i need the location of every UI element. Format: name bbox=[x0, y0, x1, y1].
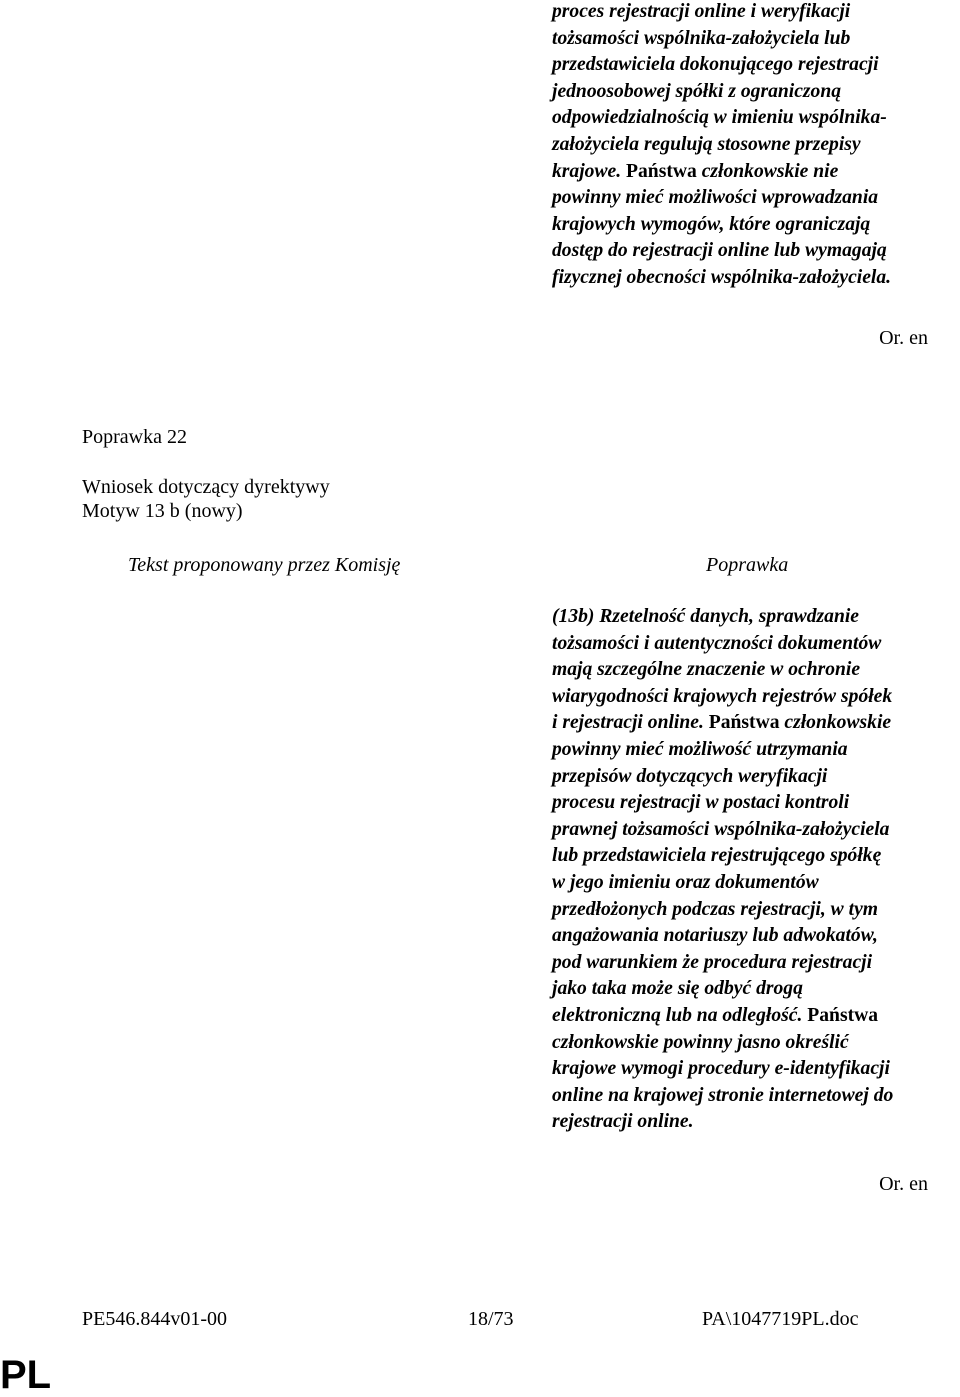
text-line: przedłożonych podczas rejestracji, w tym bbox=[552, 898, 879, 920]
text-line: jako taka może się odbyć drogą bbox=[552, 978, 803, 1000]
text-line: powinny mieć możliwości wprowadzania bbox=[552, 187, 879, 209]
text-line: w jego imieniu oraz dokumentów bbox=[552, 871, 819, 893]
text-line: krajowe. Państwa członkowskie nie bbox=[552, 160, 839, 182]
text-line: lub przedstawiciela rejestrującego spółkę bbox=[552, 845, 882, 867]
text-line: założyciela regulują stosowne przepisy bbox=[552, 133, 861, 155]
original-language-label: Or. en bbox=[879, 1173, 928, 1195]
text-line: elektroniczną lub na odległość. Państwa bbox=[552, 1004, 879, 1026]
text-line: wiarygodności krajowych rejestrów spółek bbox=[552, 685, 893, 707]
commission-text-header: Tekst proponowany przez Komisję bbox=[128, 554, 401, 576]
text-line: przepisów dotyczących weryfikacji bbox=[552, 765, 828, 787]
text-line: odpowiedzialnością w imieniu wspólnika- bbox=[552, 107, 887, 129]
text-line: mają szczególne znaczenie w ochronie bbox=[552, 659, 861, 681]
text-line: jednoosobowej spółki z ograniczoną bbox=[552, 80, 842, 102]
text-line: i rejestracji online. Państwa członkowskie bbox=[552, 712, 892, 734]
proposal-title: Wniosek dotyczący dyrektywy bbox=[82, 476, 330, 498]
text-line: angażowania notariuszy lub adwokatów, bbox=[552, 925, 878, 947]
amendment-number: Poprawka 22 bbox=[82, 426, 187, 448]
recital-reference: Motyw 13 b (nowy) bbox=[82, 500, 243, 522]
text-line: przedstawiciela dokonującego rejestracji bbox=[552, 54, 879, 76]
upright-word: Państwa bbox=[708, 712, 780, 734]
text-line: proces rejestracji online i weryfikacji bbox=[552, 1, 851, 22]
amendment-header: Poprawka bbox=[706, 554, 789, 576]
text-line: dostęp do rejestracji online lub wymagają bbox=[552, 240, 887, 262]
proposal-reference bbox=[82, 475, 330, 523]
language-code: PL bbox=[0, 1353, 52, 1397]
amendment-text bbox=[552, 604, 960, 1136]
text-line: tożsamości i autentyczności dokumentów bbox=[552, 632, 882, 654]
text-line: prawnej tożsamości wspólnika-założyciela bbox=[552, 818, 890, 840]
text-line: pod warunkiem że procedura rejestracji bbox=[552, 951, 873, 973]
text-line: krajowych wymogów, które ograniczają bbox=[552, 213, 871, 235]
text-line: fizycznej obecności wspólnika-założyciela. bbox=[552, 266, 892, 288]
text-line: online na krajowej stronie internetowej do bbox=[552, 1084, 894, 1106]
file-name: PA\1047719PL.doc bbox=[702, 1308, 859, 1330]
text-line: tożsamości wspólnika-założyciela lub bbox=[552, 27, 851, 49]
text-line: (13b) Rzetelność danych, sprawdzanie bbox=[552, 606, 859, 627]
text-line: rejestracji online. bbox=[552, 1111, 694, 1133]
text-line: powinny mieć możliwość utrzymania bbox=[552, 738, 848, 760]
page-number: 18/73 bbox=[468, 1308, 514, 1330]
upright-word: Państwa bbox=[626, 160, 697, 182]
upright-word: Państwa bbox=[807, 1004, 879, 1026]
text-line: krajowe wymogi procedury e-identyfikacji bbox=[552, 1058, 890, 1080]
original-language-label: Or. en bbox=[879, 327, 928, 349]
document-reference: PE546.844v01-00 bbox=[82, 1308, 227, 1330]
continuation-text bbox=[552, 0, 960, 292]
text-line: członkowskie powinny jasno określić bbox=[552, 1031, 849, 1053]
text-line: procesu rejestracji w postaci kontroli bbox=[552, 792, 850, 814]
